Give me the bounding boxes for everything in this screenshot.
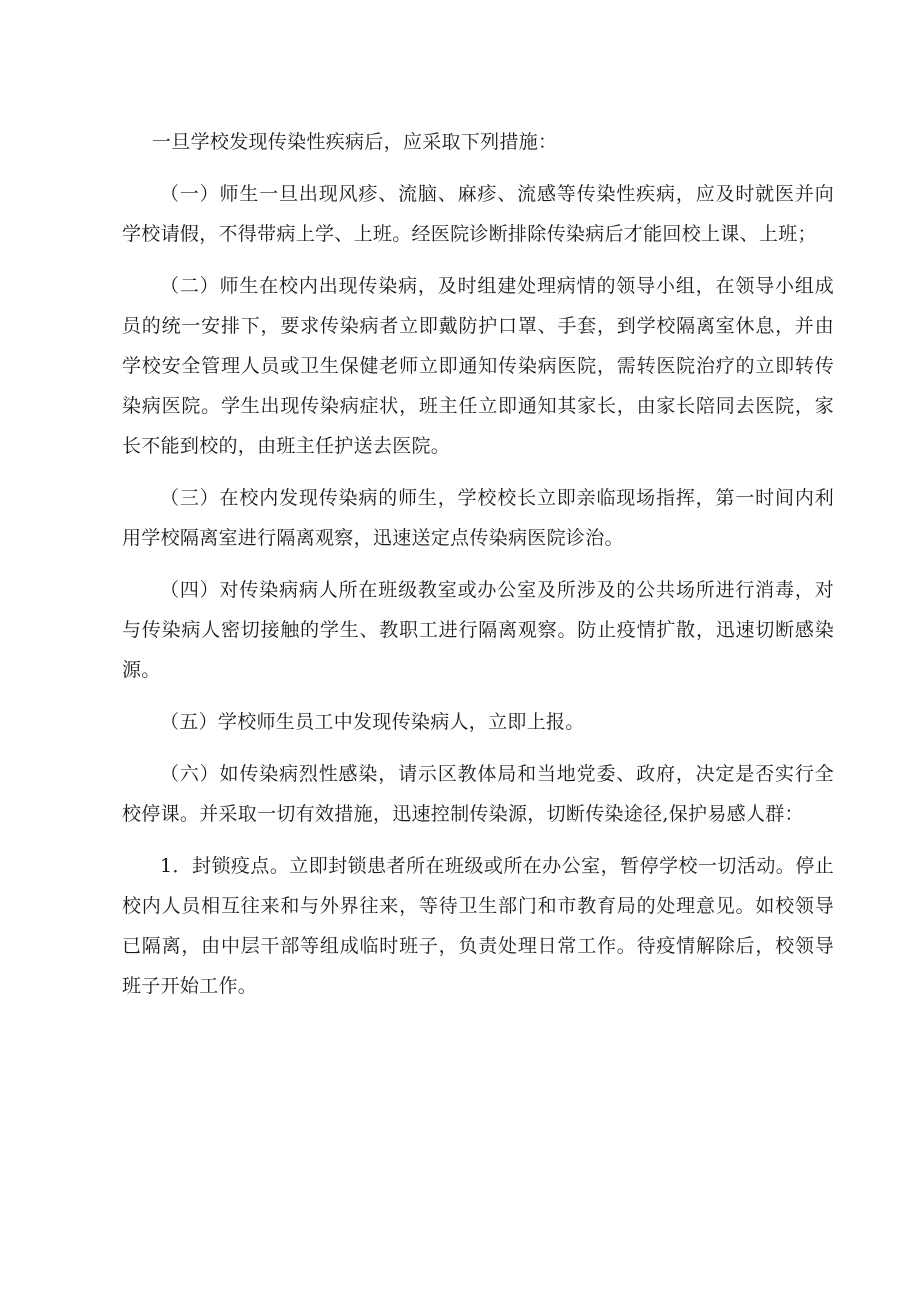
paragraph-2: （二）师生在校内出现传染病，及时组建处理病情的领导小组，在领导小组成员的统一安排下，要求传染病者立即戴防护口罩、手套，到学校隔离室休息，并由学校安全管理人员或卫生保健老师立即通知传染病医院，需转医院治疗的立即转传染病医院。学生出现传染病症状，班主任立即通知其家长，由家长陪同去医院，家长不能到校的，由班主任护送去医院。 (122, 275, 834, 457)
document-body (122, 122, 834, 1018)
intro-paragraph: 一旦学校发现传染性疾病后，应采取下列措施： (152, 131, 558, 153)
paragraph-5: （五）学校师生员工中发现传染病人，立即上报。 (160, 711, 585, 733)
paragraph-7: 1．封锁疫点。立即封锁患者所在班级或所在办公室，暂停学校一切活动。停止校内人员相互往来和与外界往来，等待卫生部门和市教育局的处理意见。如校领导已隔离，由中层干部等组成临时班子，负责处理日常工作。待疫情解除后，校领导班子开始工作。 (122, 855, 834, 997)
paragraph-3: （三）在校内发现传染病的师生，学校校长立即亲临现场指挥，第一时间内利用学校隔离室进行隔离观察，迅速送定点传染病医院诊治。 (122, 487, 834, 549)
paragraph-6: （六）如传染病烈性感染，请示区教体局和当地党委、政府，决定是否实行全校停课。并采取一切有效措施，迅速控制传染源，切断传染途径,保护易感人群： (122, 763, 834, 825)
paragraph-4: （四）对传染病病人所在班级教室或办公室及所涉及的公共场所进行消毒，对与传染病人密切接触的学生、教职工进行隔离观察。防止疫情扩散，迅速切断感染源。 (122, 579, 834, 681)
paragraph-1: （一）师生一旦出现风疹、流脑、麻疹、流感等传染性疾病，应及时就医并向学校请假，不得带病上学、上班。经医院诊断排除传染病后才能回校上课、上班； (122, 183, 834, 245)
